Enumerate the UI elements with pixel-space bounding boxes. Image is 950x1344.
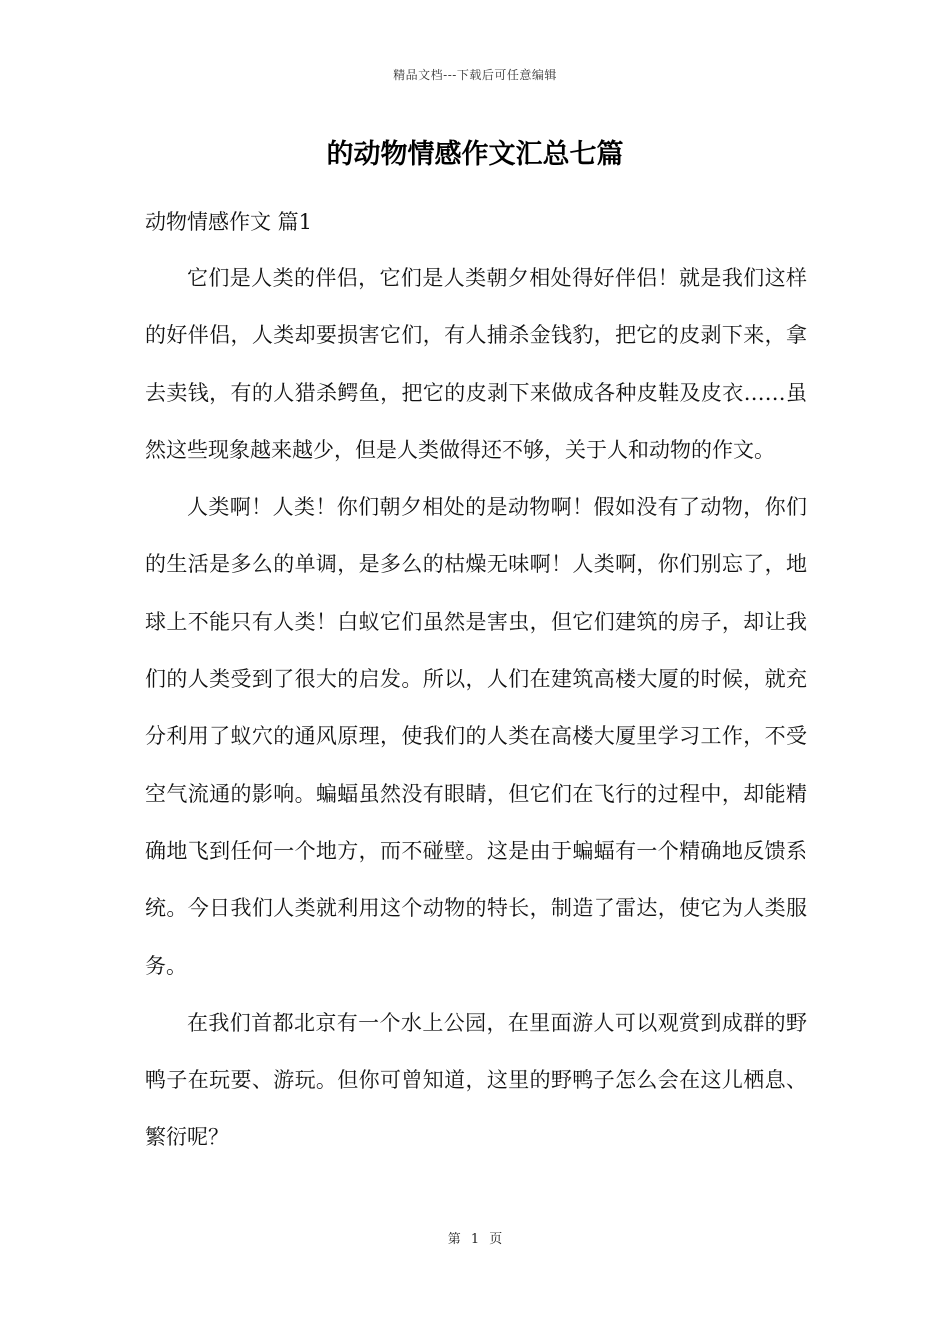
footer-suffix: 页 <box>489 1232 503 1247</box>
paragraph-2: 人类啊！人类！你们朝夕相处的是动物啊！假如没有了动物，你们的生活是多么的单调，是多么的枯燥无味啊！人类啊，你们别忘了，地球上不能只有人类！白蚁它们虽然是害虫，但它们建筑的房子，却让我们的人类受到了很大的启发。所以，人们在建筑高楼大厦的时候，就充分利用了蚁穴的通风原理，使我们的人类在高楼大厦里学习工作，不受空气流通的影响。蝙蝠虽然没有眼睛，但它们在飞行的过程中，却能精确地飞到任何一个地方，而不碰壁。这是由于蝙蝠有一个精确地反馈系统。今日我们人类就利用这个动物的特长，制造了雷达，使它为人类服务。 <box>145 495 807 978</box>
section-heading: 动物情感作文 篇1 <box>145 210 313 234</box>
paragraph-1: 它们是人类的伴侣，它们是人类朝夕相处得好伴侣！就是我们这样的好伴侣，人类却要损害它们，有人捕杀金钱豹，把它的皮剥下来，拿去卖钱，有的人猎杀鳄鱼，把它的皮剥下来做成各种皮鞋及皮衣……虽然这些现象越来越少，但是人类做得还不够，关于人和动物的作文。 <box>145 266 807 462</box>
page-footer <box>0 1228 950 1247</box>
footer-page-number: 1 <box>470 1232 480 1247</box>
document-title: 的动物情感作文汇总七篇 <box>326 139 624 170</box>
footer-prefix: 第 <box>447 1232 461 1247</box>
paragraph-3: 在我们首都北京有一个水上公园，在里面游人可以观赏到成群的野鸭子在玩要、游玩。但你可曾知道，这里的野鸭子怎么会在这儿栖息、繁衍呢？ <box>145 1010 807 1150</box>
header-note: 精品文档---下载后可任意编辑 <box>393 68 557 82</box>
document-body <box>145 250 807 1167</box>
